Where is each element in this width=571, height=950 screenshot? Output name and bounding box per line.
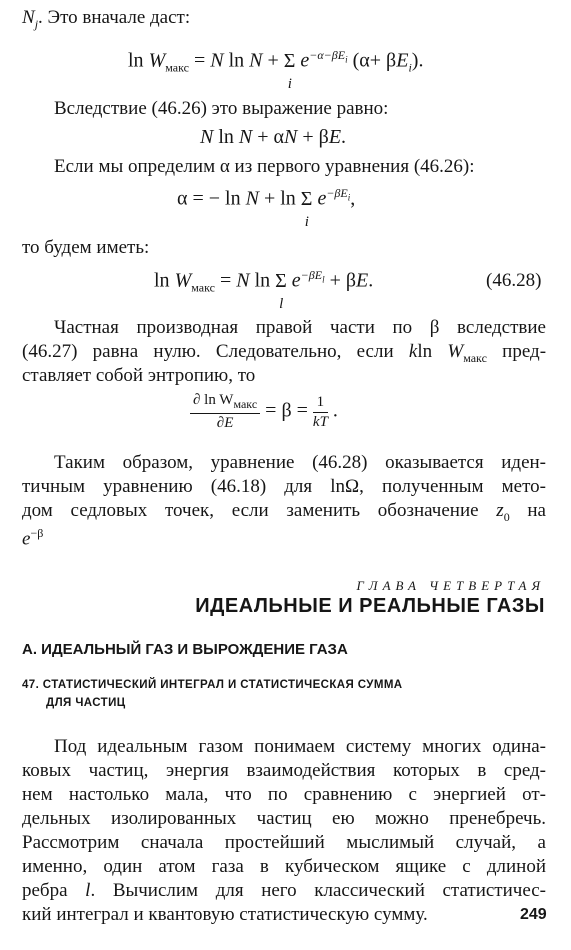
text-line: ребра l. Вычислим для него классический статистичес-	[22, 880, 547, 901]
text-line: тичным уравнению (46.18) для lnΩ, полученным мето-	[22, 476, 546, 497]
text-line: Частная производная правой части по β вследствие	[54, 317, 546, 338]
text-line: Если мы определим α из первого уравнения (46.26):	[54, 156, 475, 177]
equation-number: (46.28)	[486, 270, 542, 291]
text-line: $N_j$. Это вначале даст:	[22, 7, 191, 31]
page-number: 249	[520, 906, 547, 923]
equation-46-27-lnw: $\ln W_{макс} = N$ ln N + Σ i $e^{-\alpha-\beta E_i}$ $(\alpha+ \beta E_i)$.	[128, 48, 424, 92]
text-line: (46.27) равна нулю. Следовательно, если kln $W_{макс}$ пред-	[22, 341, 547, 365]
text-line: $e^{-\beta}$	[22, 526, 44, 550]
text-line: Таким образом, уравнение (46.28) оказывается иден-	[54, 452, 546, 473]
text-line: то будем иметь:	[22, 237, 150, 258]
subsection-heading: 47. СТАТИСТИЧЕСКИЙ ИНТЕГРАЛ И СТАТИСТИЧЕСКАЯ СУММА	[22, 679, 403, 691]
text-line: дельных изолированных частиц ею можно пренебречь.	[22, 808, 546, 829]
text-line: Под идеальным газом понимаем систему многих одина-	[54, 736, 546, 757]
text-line: именно, один атом газа в кубическом ящике с длиной	[22, 856, 546, 877]
equation-result: N ln N + αN + βE.	[200, 126, 347, 148]
chapter-label: ГЛАВА ЧЕТВЕРТАЯ	[356, 578, 545, 593]
equation-alpha: α = − ln N + ln Σ i $e^{-\beta E_i}$,	[177, 186, 356, 230]
text-line: дом седловых точек, если заменить обозначение $z_0$ на	[22, 500, 546, 524]
text-line: Рассмотрим сначала простейший мыслимый случай, а	[22, 832, 546, 853]
text-line: кий интеграл и квантовую статистическую сумму.	[22, 904, 428, 925]
text-line: ставляет собой энтропию, то	[22, 365, 256, 386]
equation-46-28: $\ln W_{макс} = N$ ln Σ l $e^{-\beta E_l} + \beta E$.	[154, 268, 374, 312]
text-line: нем настолько мала, что по сравнению с энергией от-	[22, 784, 546, 805]
subsection-heading-cont: ДЛЯ ЧАСТИЦ	[46, 697, 126, 709]
chapter-title: ИДЕАЛЬНЫЕ И РЕАЛЬНЫЕ ГАЗЫ	[195, 595, 545, 617]
equation-beta: $\frac{\partial \ln W_{макс}}{\partial E}$ = β = $\frac{1}{kT}$ .	[190, 392, 338, 432]
text-line: ковых частиц, энергия взаимодействия которых в сред-	[22, 760, 546, 781]
text-line: Вследствие (46.26) это выражение равно:	[54, 98, 389, 119]
section-heading: А. ИДЕАЛЬНЫЙ ГАЗ И ВЫРОЖДЕНИЕ ГАЗА	[22, 641, 348, 658]
